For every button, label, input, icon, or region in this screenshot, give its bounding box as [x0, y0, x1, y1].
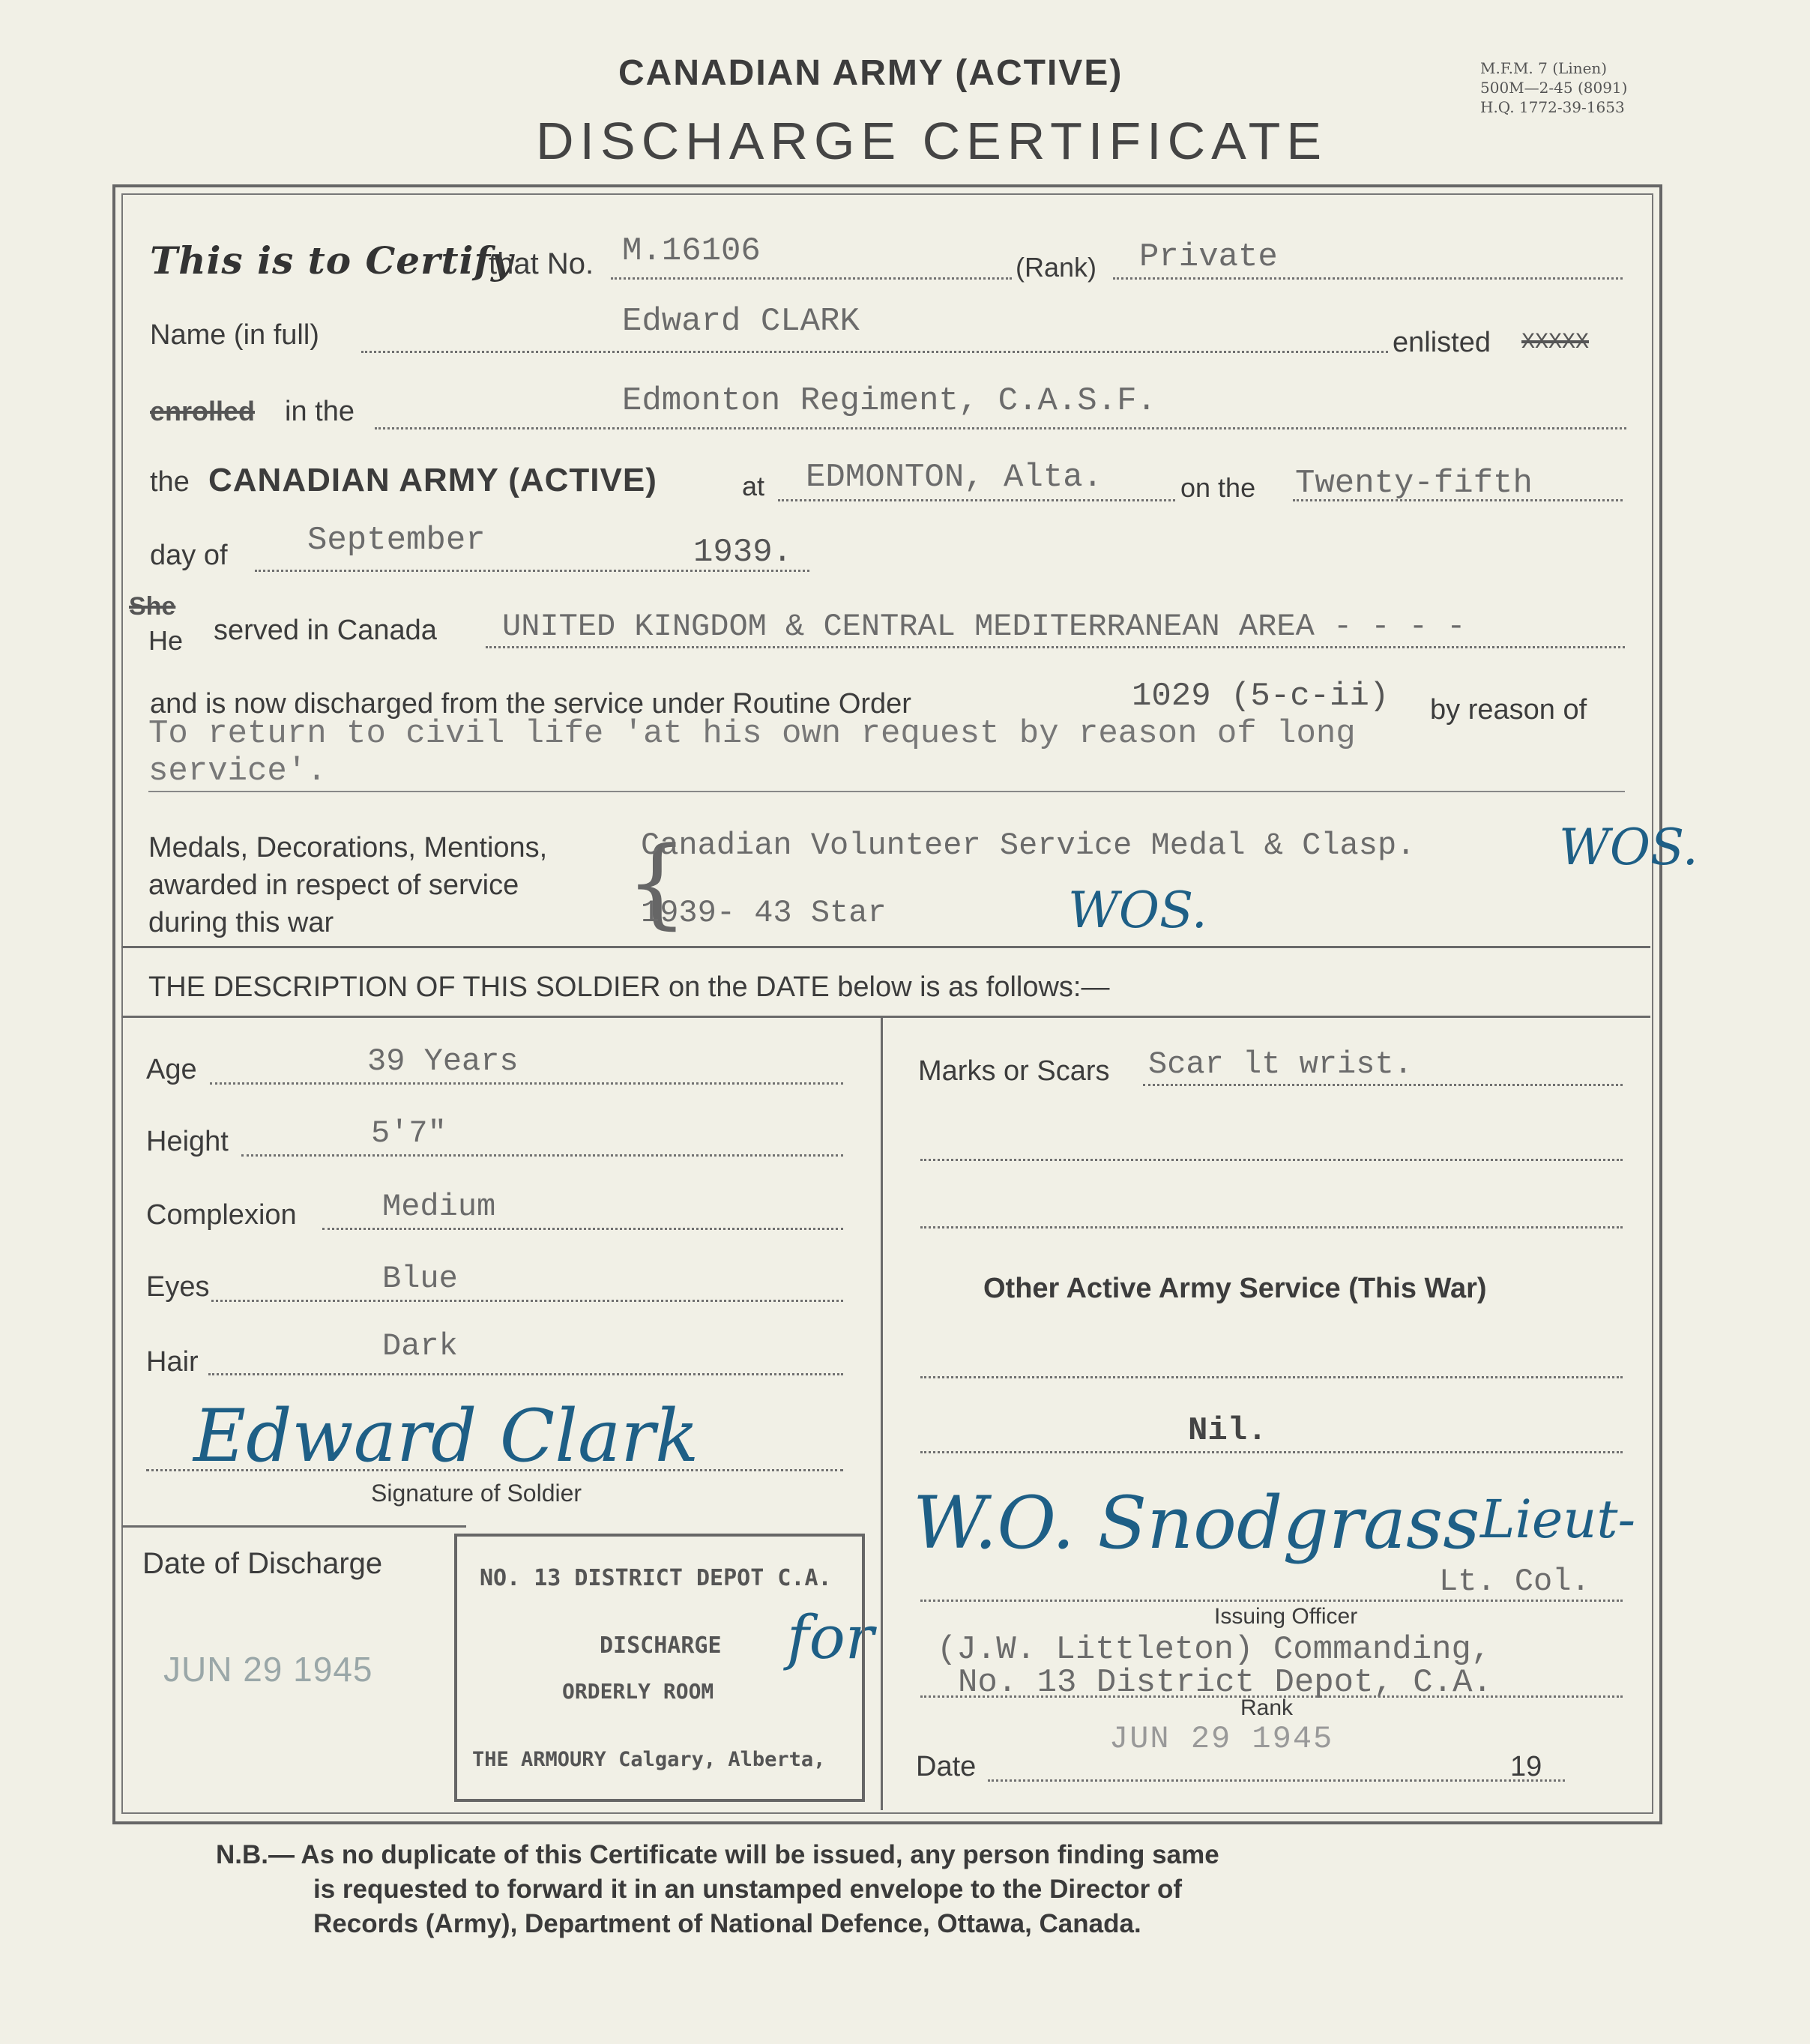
marks-extra-line — [920, 1159, 1623, 1161]
officer-for: for — [787, 1603, 875, 1672]
officer-signature: W.O. Snodgrass — [913, 1481, 1480, 1565]
served-value: UNITED KINGDOM & CENTRAL MEDITERRANEAN AREA - - - - — [502, 609, 1466, 645]
form-code-line: M.F.M. 7 (Linen) — [1480, 59, 1608, 77]
complexion-label: Complexion — [146, 1199, 297, 1231]
he-label: He — [148, 625, 184, 656]
medal-item-2: 1939- 43 Star — [641, 895, 887, 931]
depot-stamp — [454, 1534, 865, 1802]
regiment-fill-line — [375, 427, 1626, 429]
army-name: CANADIAN ARMY (ACTIVE) — [208, 462, 657, 498]
marks-value: Scar lt wrist. — [1148, 1046, 1413, 1082]
height-fill-line — [241, 1154, 843, 1157]
reason-rule — [148, 791, 1625, 792]
form-code-line: H.Q. 1772-39-1653 — [1480, 98, 1625, 116]
name-fill-line — [361, 351, 1388, 353]
regiment-value: Edmonton Regiment, C.A.S.F. — [622, 382, 1156, 420]
officer-date-year: 19 — [1510, 1751, 1542, 1782]
army-heading: CANADIAN ARMY (ACTIVE) — [618, 53, 1123, 93]
on-the-label: on the — [1180, 472, 1256, 503]
other-service-line — [920, 1376, 1623, 1378]
date-of-discharge-stamp: JUN 29 1945 — [163, 1650, 373, 1689]
medal-initials-1: WOS. — [1559, 818, 1698, 876]
discharge-order-label: and is now discharged from the service under Routine Order — [150, 688, 911, 720]
issuing-officer-label: Issuing Officer — [1214, 1604, 1358, 1629]
she-struck: She — [129, 592, 176, 621]
in-the-label: in the — [285, 396, 355, 427]
officer-date-label: Date — [916, 1751, 977, 1782]
officer-unit: No. 13 District Depot, C.A. — [958, 1664, 1492, 1701]
date-of-discharge-label: Date of Discharge — [142, 1547, 383, 1580]
description-heading: THE DESCRIPTION OF THIS SOLDIER on the DATE below is as follows:— — [148, 971, 1110, 1003]
the-label: the — [150, 466, 190, 498]
marks-label: Marks or Scars — [918, 1055, 1110, 1087]
officer-date-line — [988, 1779, 1565, 1782]
eyes-fill-line — [211, 1300, 843, 1302]
medals-label-line: awarded in respect of service — [148, 869, 519, 901]
officer-lieut: Lieut- — [1480, 1489, 1636, 1550]
medals-rule — [121, 946, 1650, 948]
enlisted-struck: XXXXX — [1521, 330, 1590, 355]
form-code-line: 500M—2-45 (8091) — [1480, 79, 1628, 97]
enlist-year: 1939. — [693, 534, 793, 571]
other-service-heading: Other Active Army Service (This War) — [983, 1273, 1487, 1304]
age-label: Age — [146, 1054, 197, 1085]
height-value: 5'7" — [371, 1115, 447, 1151]
footer-line: N.B.— As no duplicate of this Certificate will be issued, any person finding same — [216, 1840, 1219, 1869]
medals-label-line: during this war — [148, 907, 334, 938]
medals-label — [148, 829, 547, 941]
number-label: that No. — [489, 247, 594, 280]
officer-rank-label: Rank — [1240, 1695, 1294, 1720]
form-code — [1480, 58, 1627, 117]
age-fill-line — [210, 1082, 843, 1085]
soldier-signature-line — [146, 1469, 843, 1471]
hair-label: Hair — [146, 1346, 199, 1378]
description-rule — [121, 1016, 1650, 1018]
discharge-reason-line2: service'. — [148, 753, 327, 790]
officer-rank-typed: Lt. Col. — [1439, 1564, 1590, 1600]
enlisted-label: enlisted — [1393, 327, 1491, 358]
column-divider — [881, 1016, 883, 1810]
depot-stamp-line2: DISCHARGE — [600, 1633, 722, 1659]
rank-fill-line — [1113, 277, 1623, 280]
medal-item-1: Canadian Volunteer Service Medal & Clasp. — [641, 827, 1416, 863]
footer-line: Records (Army), Department of National Defence, Ottawa, Canada. — [313, 1909, 1141, 1938]
marks-extra-line — [920, 1226, 1623, 1228]
medals-label-line: Medals, Decorations, Mentions, — [148, 832, 548, 863]
hair-value: Dark — [382, 1328, 458, 1364]
eyes-label: Eyes — [146, 1271, 210, 1303]
enlist-day: Twenty-fifth — [1295, 465, 1533, 502]
place-value: EDMONTON, Alta. — [806, 459, 1103, 496]
name-value: Edward CLARK — [622, 303, 860, 340]
complexion-value: Medium — [382, 1189, 496, 1225]
footer-line: is requested to forward it in an unstamped envelope to the Director of — [313, 1875, 1183, 1904]
soldier-signature-label: Signature of Soldier — [371, 1480, 582, 1507]
by-reason-label: by reason of — [1430, 694, 1587, 726]
certify-prefix: This is to Certify — [150, 238, 514, 283]
marks-fill-line — [1143, 1084, 1623, 1086]
depot-stamp-line3: ORDERLY ROOM — [562, 1679, 714, 1704]
complexion-fill-line — [322, 1228, 843, 1230]
depot-stamp-line1: NO. 13 DISTRICT DEPOT C.A. — [480, 1565, 832, 1591]
enlist-month: September — [307, 522, 486, 559]
height-label: Height — [146, 1126, 229, 1157]
served-fill-line — [486, 646, 1625, 648]
certificate-title: DISCHARGE CERTIFICATE — [536, 112, 1328, 170]
enrolled-struck: enrolled — [150, 396, 256, 426]
issuing-officer-line — [920, 1600, 1623, 1602]
medals-brace: { — [626, 825, 688, 939]
other-service-value: Nil. — [1188, 1412, 1267, 1450]
other-service-line — [920, 1451, 1623, 1453]
rank-label: (Rank) — [1016, 252, 1097, 283]
routine-order: 1029 (5-c-ii) — [1132, 678, 1390, 715]
stamp-section-top — [121, 1525, 466, 1528]
footer-note — [216, 1838, 1219, 1941]
place-fill-line — [778, 499, 1175, 501]
eyes-value: Blue — [382, 1261, 458, 1297]
age-value: 39 Years — [367, 1043, 519, 1079]
officer-date-stamp: JUN 29 1945 — [1109, 1721, 1334, 1757]
number-fill-line — [611, 277, 1012, 280]
medal-initials-2: WOS. — [1068, 881, 1207, 939]
at-label: at — [742, 471, 765, 501]
served-label: served in Canada — [214, 615, 437, 646]
soldier-number: M.16106 — [622, 232, 761, 270]
rank-value: Private — [1139, 238, 1278, 276]
day-of-label: day of — [150, 540, 228, 571]
hair-fill-line — [208, 1373, 843, 1375]
depot-stamp-line4: THE ARMOURY Calgary, Alberta, — [472, 1748, 826, 1771]
soldier-signature: Edward Clark — [193, 1394, 699, 1478]
name-label: Name (in full) — [150, 319, 319, 351]
discharge-reason-line1: To return to civil life 'at his own request by reason of long — [148, 715, 1356, 753]
officer-name: (J.W. Littleton) Commanding, — [937, 1631, 1491, 1668]
